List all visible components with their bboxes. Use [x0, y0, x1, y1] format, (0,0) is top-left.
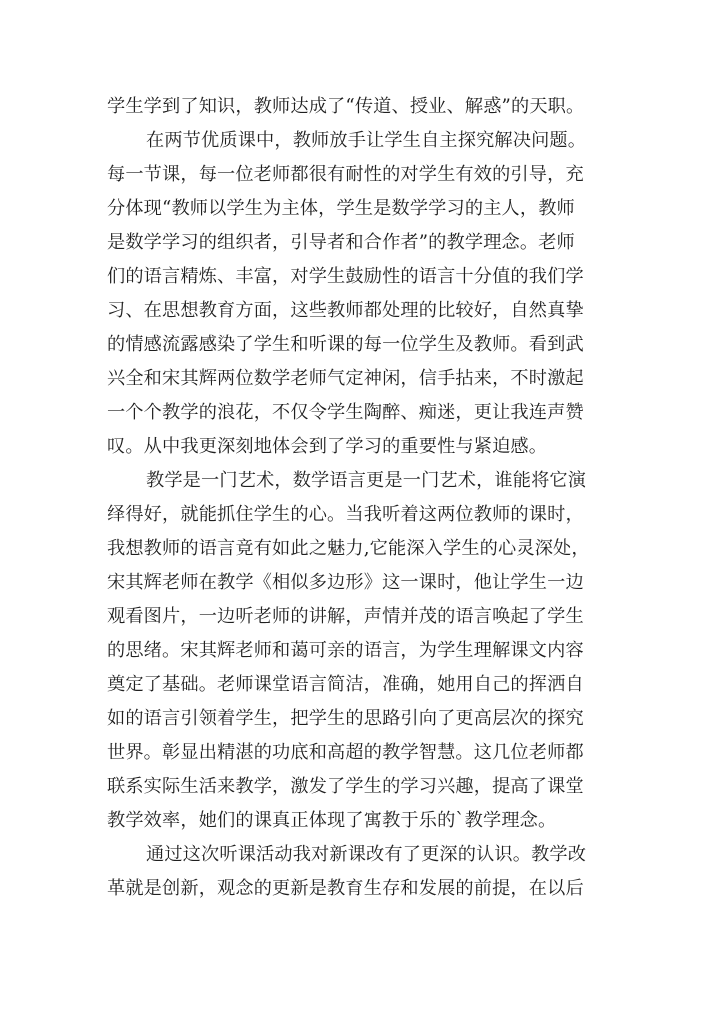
text-line: 们的语言精炼、丰富，对学生鼓励性的语言十分值的我们学	[107, 266, 584, 287]
text-line: 世界。彰显出精湛的功底和高超的教学智慧。这几位老师都	[107, 742, 584, 763]
paragraph-first-line: 通过这次听课活动我对新课改有了更深的认识。教学改	[146, 844, 587, 865]
text-line: 宋其辉老师在教学《相似多边形》这一课时，他让学生一边	[107, 572, 584, 593]
text-line: 教学效率，她们的课真正体现了寓教于乐的`教学理念。	[107, 810, 557, 831]
body-text	[107, 90, 617, 906]
text-line: 叹。从中我更深刻地体会到了学习的重要性与紧迫感。	[107, 436, 548, 457]
text-line: 我想教师的语言竟有如此之魅力,它能深入学生的心灵深处，	[107, 538, 590, 559]
text-line: 兴全和宋其辉两位数学老师气定神闲，信手拈来，不时激起	[107, 368, 584, 389]
text-line: 是数学学习的组织者，引导者和合作者”的教学理念。老师	[107, 232, 575, 253]
text-line: 一个个教学的浪花，不仅令学生陶醉、痴迷，更让我连声赞	[107, 402, 584, 423]
text-line: 的思绪。宋其辉老师和蔼可亲的语言，为学生理解课文内容	[107, 640, 584, 661]
text-line: 绎得好，就能抓住学生的心。当我听着这两位教师的课时，	[107, 504, 584, 525]
text-line: 联系实际生活来教学，激发了学生的学习兴趣，提高了课堂	[107, 776, 584, 797]
text-line: 如的语言引领着学生，把学生的思路引向了更高层次的探究	[107, 708, 584, 729]
text-line: 分体现“教师以学生为主体，学生是数学学习的主人，教师	[107, 198, 575, 219]
paragraph-first-line: 教学是一门艺术，数学语言更是一门艺术，谁能将它演	[146, 470, 587, 491]
text-line: 革就是创新，观念的更新是教育生存和发展的前提，在以后	[107, 878, 584, 899]
text-line: 学生学到了知识，教师达成了“传道、授业、解惑”的天职。	[107, 96, 585, 117]
text-line: 的情感流露感染了学生和听课的每一位学生及教师。看到武	[107, 334, 584, 355]
paragraph-first-line: 在两节优质课中，教师放手让学生自主探究解决问题。	[146, 130, 587, 151]
text-line: 习、在思想教育方面，这些教师都处理的比较好，自然真挚	[107, 300, 584, 321]
text-line: 观看图片，一边听老师的讲解，声情并茂的语言唤起了学生	[107, 606, 584, 627]
text-line: 奠定了基础。老师课堂语言简洁，准确，她用自己的挥洒自	[107, 674, 584, 695]
text-line: 每一节课，每一位老师都很有耐性的对学生有效的引导，充	[107, 164, 584, 185]
